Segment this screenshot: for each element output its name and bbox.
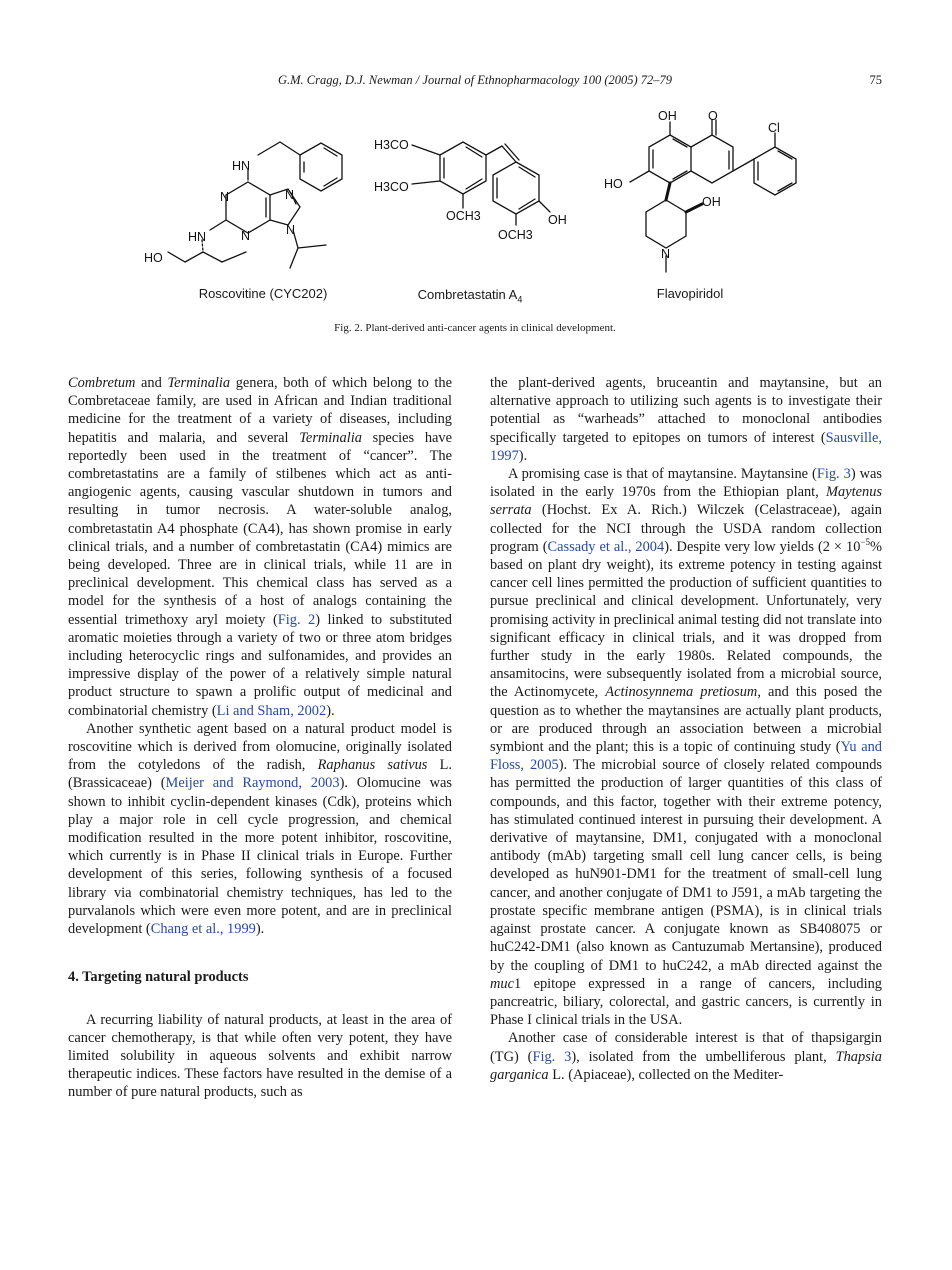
- atom-label: OH: [548, 213, 567, 227]
- paragraph: the plant-derived agents, bruceantin and maytansine, but an alternative approach to utilizing such agents is to investigate their potential as “warheads” attached to monoclonal antibodies specifically targeted to epitopes on tumors of interest (Sausville, 1997).: [490, 375, 882, 464]
- section-heading: 4. Targeting natural products: [68, 969, 249, 986]
- atom-label: N: [241, 229, 251, 243]
- atom-label: HO: [144, 251, 163, 265]
- atom-label: HN: [188, 230, 207, 244]
- chlorophenyl-ring: [754, 147, 796, 195]
- page-number: 75: [869, 73, 882, 87]
- flavopiridol-benzo-ring: [649, 135, 691, 183]
- atom-label: OCH3: [446, 209, 481, 223]
- molecule-name-roscovitine: Roscovitine (CYC202): [198, 286, 328, 301]
- atom-label: OH: [658, 109, 677, 123]
- citation-link[interactable]: Cassady et al., 2004: [547, 538, 665, 555]
- combretastatin-ring-a: [440, 142, 486, 194]
- paragraph: Another synthetic agent based on a natural product model is roscovitine which is derived from olomucine, originally isolated from the cotyledons of the radish, Raphanus sativus L. (Brassicaceae) (Meijer and Raymond, 2003). Olomucine was shown to inhibit cyclin-dependent kinases (Cdk), proteins which play a major role in cell cycle progression, and chemical modification resulted in the more potent inhibitor, roscovitine, which currently is in Phase II clinical trials in Europe. Further development of this series, following synthesis of a focused library via combinatorial chemistry techniques, has led to the purvalanols which were even more potent, and are in preclinical development (Chang et al., 1999).: [68, 720, 452, 938]
- atom-label: O: [708, 109, 718, 123]
- atom-label: H3CO: [374, 138, 409, 152]
- figure-reference-link[interactable]: Fig. 3: [532, 1048, 572, 1065]
- citation-link[interactable]: Meijer and Raymond, 2003: [165, 775, 340, 792]
- roscovitine-benzyl-ring: [300, 143, 342, 191]
- atom-label: H3CO: [374, 180, 409, 194]
- figure-reference-link[interactable]: Fig. 3: [816, 466, 851, 483]
- atom-label: N: [285, 188, 295, 202]
- molecule-name-combretastatin: Combretastatin $A_4$: [417, 287, 523, 305]
- running-header: [68, 73, 882, 93]
- figure-2: [130, 100, 830, 310]
- atom-label: OH: [702, 195, 721, 209]
- citation-link[interactable]: Li and Sham, 2002: [216, 702, 327, 719]
- citation-link[interactable]: Chang et al., 1999: [150, 921, 256, 938]
- paragraph: A recurring liability of natural products, at least in the area of cancer chemotherapy, is that while often very potent, they have limited solubility in aqueous solvents and exhibit narrow therapeutic indices. These factors have resulted in the demise of a number of pure natural products, such as: [68, 1011, 452, 1101]
- right-column: [490, 374, 882, 1084]
- atom-label: Cl: [768, 121, 780, 135]
- journal-citation: G.M. Cragg, D.J. Newman / Journal of Ethnopharmacology 100 (2005) 72–79: [277, 73, 673, 87]
- atom-label: N: [661, 247, 671, 261]
- left-column: [68, 374, 452, 1102]
- paragraph: Combretum and Terminalia genera, both of which belong to the Combretaceae family, are used in African and Indian traditional medicine for the treatment of a variety of diseases, including hepatitis and malaria, and several Terminalia species have reportedly been used in the treatment of “cancer”. The combretastatins are a family of stilbenes which act as anti-angiogenic agents, causing vascular shutdown in tumors and resulting in tumor necrosis. A water-soluble analog, combretastatin A4 phosphate (CA4), has shown promise in early clinical trials, and a number of combretastatin (CA4) mimics are being developed. Three are in clinical trials, while 11 are in preclinical development. This chemical class has served as a model for the synthesis of a host of analogs containing the essential trimethoxy aryl moiety (Fig. 2) linked to substituted aromatic moieties through a variety of two or three atom bridges including heterocyclic rings and sulfonamides, and provides an impressive display of the power of a relatively simple natural product structure to spawn a prolific output of medicinal and combinatorial chemistry (Li and Sham, 2002).: [68, 375, 453, 719]
- citation-link[interactable]: Yu and Floss, 2005: [490, 739, 882, 774]
- atom-label: N: [220, 190, 230, 204]
- paragraph: A promising case is that of maytansine. Maytansine (Fig. 3) was isolated in the early 1970s from the Ethiopian plant, Maytenus serrata (Hochst. Ex A. Rich.) Wilczek (Celastraceae), again collected for the NCI through the USDA random collection program (Cassady et al., 2004). Despite very low yields ($2 \times 10^{-5}\%$ based on plant dry weight), its extreme potency in testing against cancer cell lines permitted the production of sufficient quantities to pursue preclinical and clinical development. Unfortunately, very promising activity in preclinical animal testing did not translate into significant efficacy in clinical trials, and it was dropped from further study in the early 1980s. Related compounds, the ansamitocins, were subsequently isolated from a microbial source, the Actinomycete, Actinosynnema pretiosum, and this posed the question as to whether the maytansines are actually plant products, or are produced through an association between a microbial symbiont and the plant; this is a topic of continuing study (Yu and Floss, 2005). The microbial source of closely related compounds has permitted the production of larger quantities of this class of compounds, and this factor, together with their extreme potency, has stimulated continued interest in pursuing their development. A derivative of maytansine, DM1, conjugated with a monoclonal antibody (mAb) targeting small cell lung cancer cells, is being developed as huN901-DM1 for the treatment of small-cell lung cancer, and another conjugate of DM1 to J591, a mAb targeting the prostate specific membrane antigen (PSMA), is in clinical trials against prostate cancer. A conjugate known as SB408075 or huC242-DM1 (also known as Cantuzumab Mertansine), produced by the coupling of DM1 to huC242, a mAb directed against the muc1 epitope expressed in a range of cancers, including pancreatric, biliary, colorectal, and gastric cancers, is currently in Phase I clinical trials in the USA.: [490, 466, 883, 1029]
- piperidine-ring: [646, 200, 686, 248]
- chemical-structures: [130, 100, 830, 310]
- citation-link[interactable]: Sausville, 1997: [490, 429, 882, 464]
- figure-caption: Fig. 2. Plant-derived anti-cancer agents in clinical development.: [334, 322, 616, 334]
- molecule-name-flavopiridol: Flavopiridol: [656, 286, 724, 301]
- atom-label: OCH3: [498, 228, 533, 242]
- roscovitine-pyrimidine-ring: [226, 182, 270, 233]
- combretastatin-ring-b: [493, 162, 539, 214]
- figure-reference-link[interactable]: Fig. 2: [277, 611, 316, 628]
- atom-label: HO: [604, 177, 623, 191]
- paragraph: Another case of considerable interest is that of thapsigargin (TG) (Fig. 3), isolated from the umbelliferous plant, Thapsia garganica L. (Apiaceae), collected on the Mediter-: [490, 1030, 882, 1083]
- atom-label: HN: [232, 159, 251, 173]
- atom-label: N: [286, 223, 296, 237]
